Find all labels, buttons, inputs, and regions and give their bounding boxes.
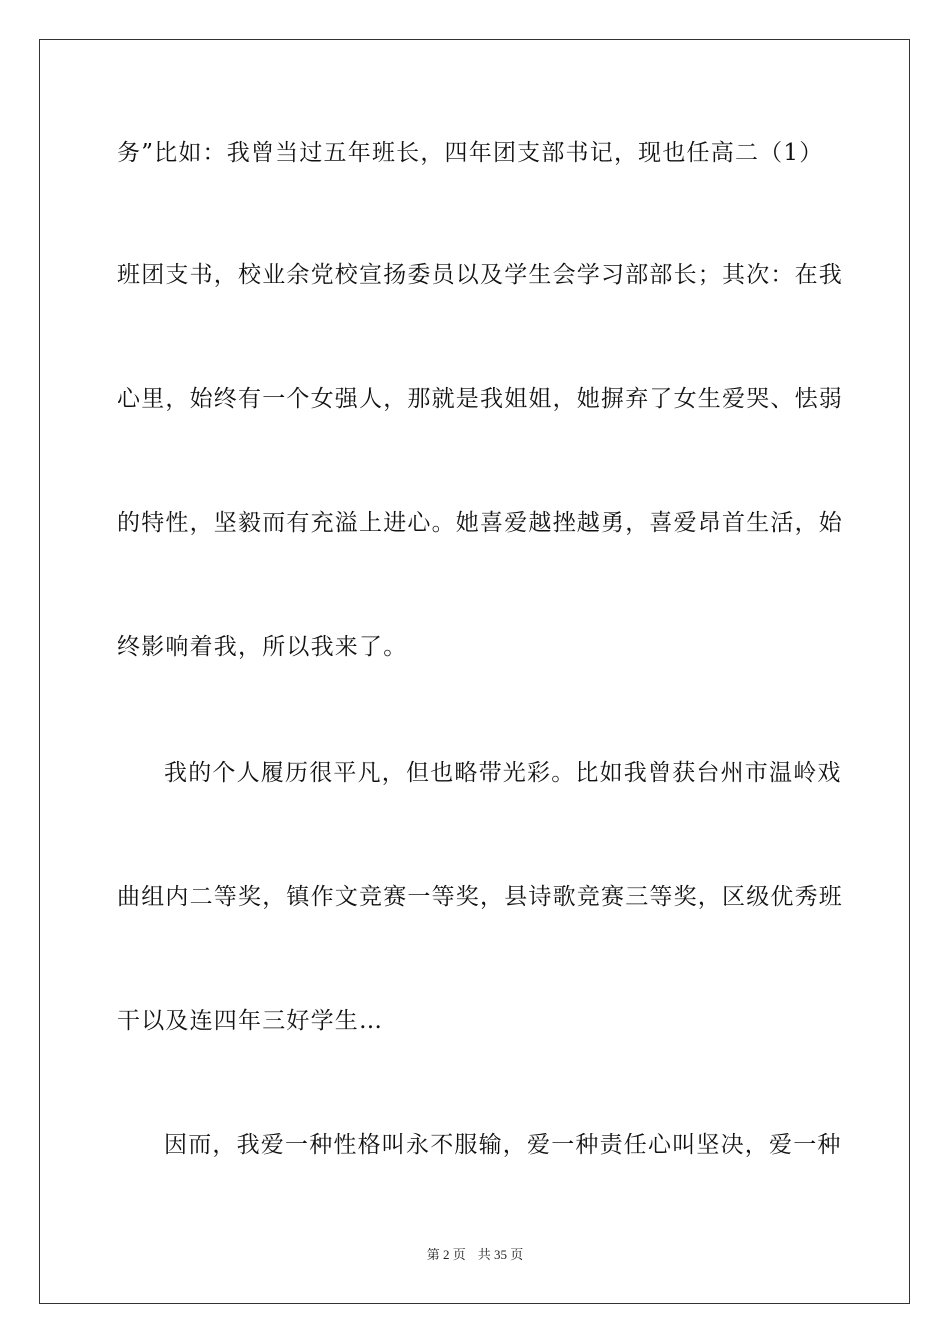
text-line: 班团支书，校业余党校宣扬委员以及学生会学习部部长；其次：在我 (117, 262, 843, 288)
paragraph-first-line: 我的个人履历很平凡，但也略带光彩。比如我曾获台州市温岭戏 (164, 760, 842, 786)
page-total: 共 35 页 (477, 1247, 524, 1262)
text-line: 终影响着我，所以我来了。 (117, 634, 408, 660)
page-border (39, 39, 910, 1304)
page-number: 第 2 页 (426, 1247, 466, 1262)
text-line: 的特性，坚毅而有充溢上进心。她喜爱越挫越勇，喜爱昂首生活，始 (117, 510, 843, 536)
text-line: 曲组内二等奖，镇作文竞赛一等奖，县诗歌竞赛三等奖，区级优秀班 (117, 884, 843, 910)
text-line: 务”比如：我曾当过五年班长，四年团支部书记，现也任高二（1） (117, 140, 824, 166)
text-line: 干以及连四年三好学生… (117, 1008, 384, 1034)
page-footer (0, 1246, 950, 1264)
paragraph-first-line: 因而，我爱一种性格叫永不服输，爱一种责任心叫坚决，爱一种 (164, 1132, 842, 1158)
text-line: 心里，始终有一个女强人，那就是我姐姐，她摒弃了女生爱哭、怯弱 (117, 386, 843, 412)
